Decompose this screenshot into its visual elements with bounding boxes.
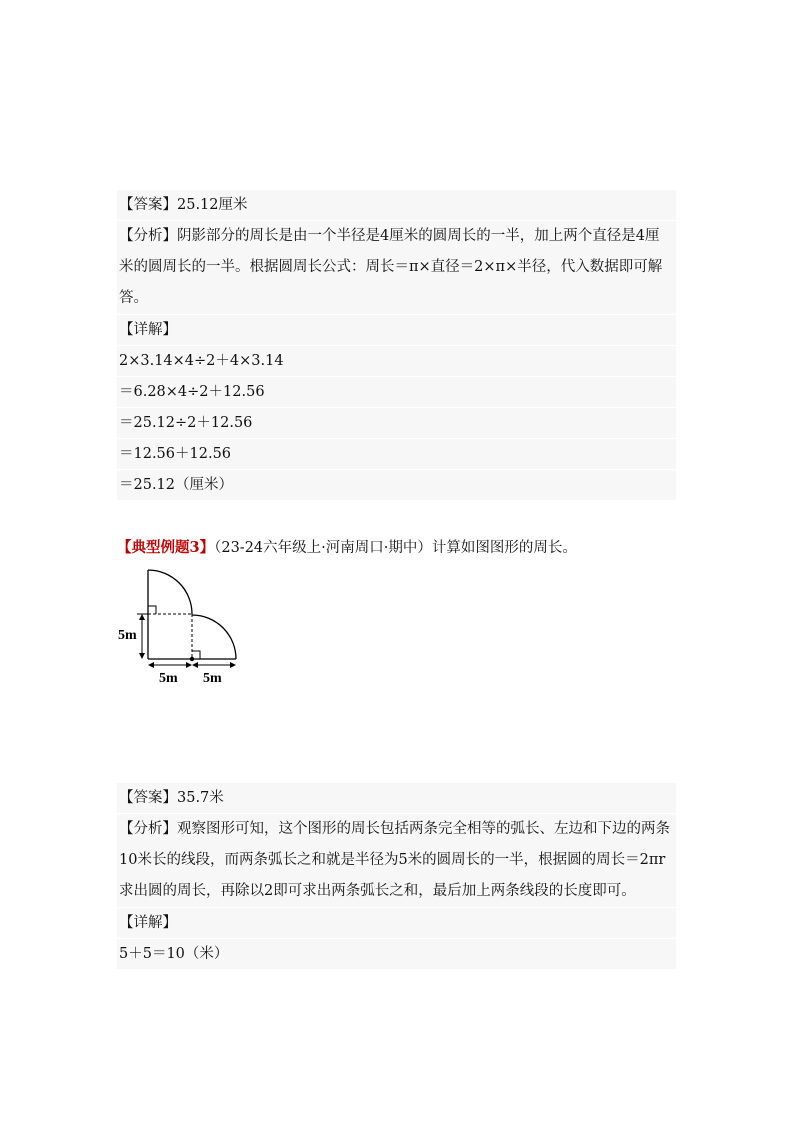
answer-tag: 【答案】 (119, 790, 177, 806)
answer-line (117, 190, 676, 221)
answer-line (117, 783, 676, 814)
bottom-dimension-arrow-2-right (230, 662, 236, 668)
bottom-dimension-arrow-1-left (148, 662, 154, 668)
step-line: ＝25.12（厘米） (117, 470, 676, 501)
step-line: ＝6.28×4÷2＋12.56 (117, 377, 676, 408)
left-dimension-arrow-top (139, 614, 145, 620)
example-source: （23-24六年级上·河南周口·期中） (214, 540, 432, 556)
answer-block-1 (117, 190, 676, 501)
detail-tag: 【详解】 (119, 915, 177, 931)
geometry-figure-svg (116, 566, 246, 690)
detail-tag: 【详解】 (119, 322, 177, 338)
answer-tag: 【答案】 (119, 197, 177, 213)
answer-value: 35.7米 (177, 790, 224, 806)
step-line: ＝12.56＋12.56 (117, 439, 676, 470)
answer-block-2 (117, 783, 676, 970)
bottom-length-label-2: 5m (203, 671, 222, 686)
example-question-text: 计算如图图形的周长。 (431, 540, 577, 556)
detail-tag-line (117, 315, 676, 346)
example-question (117, 534, 697, 562)
example-tag: 【典型例题3】 (117, 539, 215, 556)
analysis-line (117, 814, 676, 908)
lower-arc (192, 615, 236, 659)
bottom-dimension-arrow-1-right (186, 662, 192, 668)
left-dimension-arrow-bottom (139, 653, 145, 659)
step-line: 2×3.14×4÷2＋4×3.14 (117, 346, 676, 377)
analysis-text: 阴影部分的周长是由一个半径是4厘米的圆周长的一半，加上两个直径是4厘米的圆周长的一半。根据圆周长公式：周长＝π×直径＝2×π×半径，代入数据即可解答。 (119, 228, 663, 306)
analysis-line (117, 221, 676, 315)
detail-tag-line (117, 908, 676, 939)
step-line: ＝25.12÷2＋12.56 (117, 408, 676, 439)
analysis-tag: 【分析】 (119, 228, 177, 244)
right-angle-mark-upper (148, 606, 156, 614)
answer-value: 25.12厘米 (177, 197, 248, 213)
bottom-dimension-arrow-2-left (192, 662, 198, 668)
analysis-tag: 【分析】 (119, 821, 177, 837)
left-length-label: 5m (118, 628, 137, 643)
geometry-figure (116, 566, 246, 694)
bottom-length-label-1: 5m (159, 671, 178, 686)
center-dot (190, 657, 194, 661)
step-line: 5＋5＝10（米） (117, 939, 676, 970)
analysis-text: 观察图形可知，这个图形的周长包括两条完全相等的弧长、左边和下边的两条10米长的线段，而两条弧长之和就是半径为5米的圆周长的一半，根据圆的周长＝2πr求出圆的周长，再除以2即可求出两条弧长之和，最后加上两条线段的长度即可。 (119, 821, 670, 899)
upper-arc (148, 570, 192, 614)
